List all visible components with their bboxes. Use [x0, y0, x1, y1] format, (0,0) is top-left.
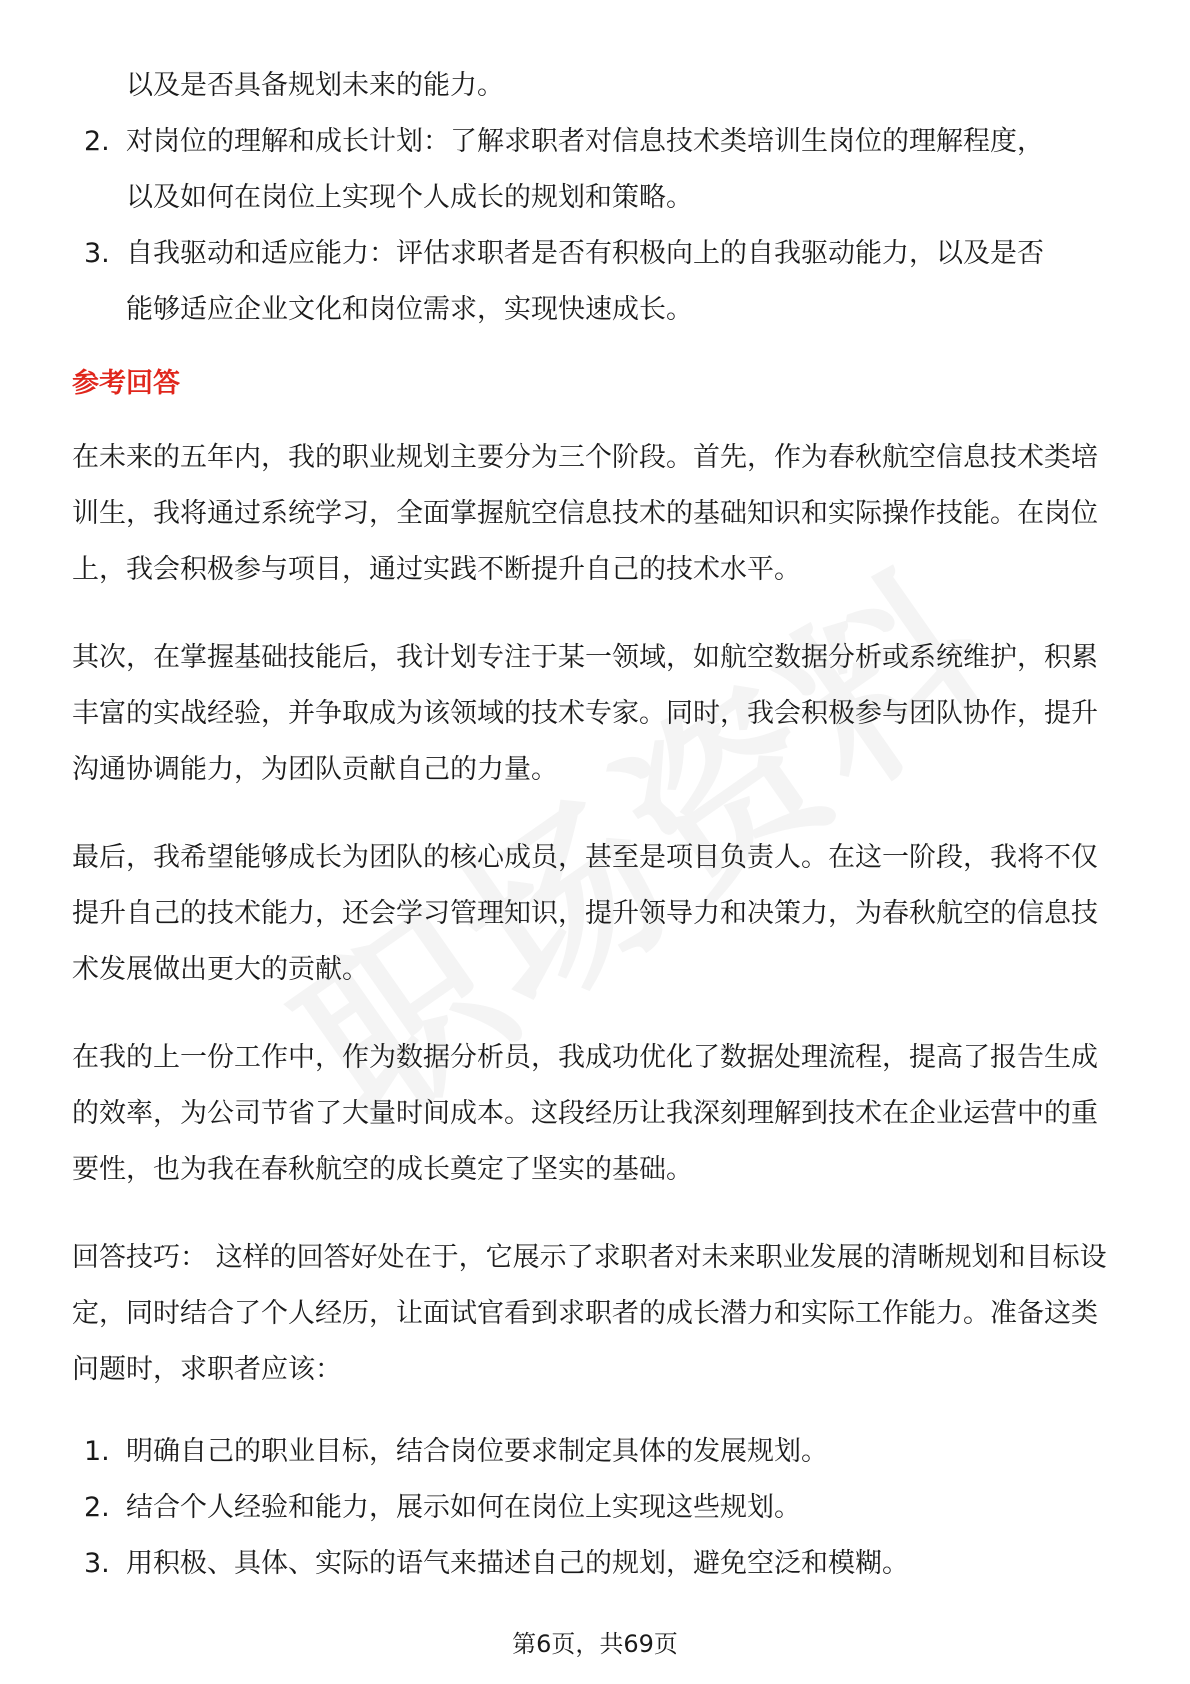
list-number: 3. — [84, 1548, 110, 1579]
list-item-text: 明确自己的职业目标，结合岗位要求制定具体的发展规划。 — [126, 1436, 828, 1467]
list-item-line: 能够适应企业文化和岗位需求，实现快速成长。 — [126, 294, 693, 325]
list-number: 3. — [84, 238, 110, 269]
list-item-line: 以及如何在岗位上实现个人成长的规划和策略。 — [126, 182, 693, 213]
list-item-text: 结合个人经验和能力，展示如何在岗位上实现这些规划。 — [126, 1492, 801, 1523]
section-title: 参考回答 — [72, 368, 180, 399]
list-number: 1. — [84, 1436, 110, 1467]
answer-paragraph: 在未来的五年内，我的职业规划主要分为三个阶段。首先，作为春秋航空信息技术类培训生，我将通过系统学习，全面掌握航空信息技术的基础知识和实际操作技能。在岗位上，我会积极参与项目，通过实践不断提升自己的技术水平。 — [72, 442, 1098, 585]
list-item — [72, 114, 1122, 226]
list-item — [72, 1424, 1122, 1480]
page-content — [72, 58, 1122, 1592]
answer-paragraph: 在我的上一份工作中，作为数据分析员，我成功优化了数据处理流程，提高了报告生成的效率，为公司节省了大量时间成本。这段经历让我深刻理解到技术在企业运营中的重要性，也为我在春秋航空的成长奠定了坚实的基础。 — [72, 1042, 1098, 1185]
list-item-text: 用积极、具体、实际的语气来描述自己的规划，避免空泛和模糊。 — [126, 1548, 909, 1579]
list-number: 2. — [84, 126, 110, 157]
list-item-line: 对岗位的理解和成长计划：了解求职者对信息技术类培训生岗位的理解程度， — [126, 126, 1044, 157]
list-item — [72, 1536, 1122, 1592]
tips-list — [72, 1424, 1122, 1592]
page-footer: 第6页，共69页 — [512, 1630, 678, 1658]
answer-paragraph: 其次，在掌握基础技能后，我计划专注于某一领域，如航空数据分析或系统维护，积累丰富的实战经验，并争取成为该领域的技术专家。同时，我会积极参与团队协作，提升沟通协调能力，为团队贡献自己的力量。 — [72, 642, 1098, 785]
list-number: 2. — [84, 1492, 110, 1523]
intent-list — [72, 114, 1122, 338]
list-item-line: 自我驱动和适应能力：评估求职者是否有积极向上的自我驱动能力，以及是否 — [126, 238, 1044, 269]
list-item — [72, 1480, 1122, 1536]
list-item-continuation: 以及是否具备规划未来的能力。 — [126, 70, 504, 101]
tips-paragraph: 回答技巧： 这样的回答好处在于，它展示了求职者对未来职业发展的清晰规划和目标设定，同时结合了个人经历，让面试官看到求职者的成长潜力和实际工作能力。准备这类问题时，求职者应该： — [72, 1242, 1107, 1385]
answer-paragraph: 最后，我希望能够成长为团队的核心成员，甚至是项目负责人。在这一阶段，我将不仅提升自己的技术能力，还会学习管理知识，提升领导力和决策力，为春秋航空的信息技术发展做出更大的贡献。 — [72, 842, 1098, 985]
list-item — [72, 226, 1122, 338]
